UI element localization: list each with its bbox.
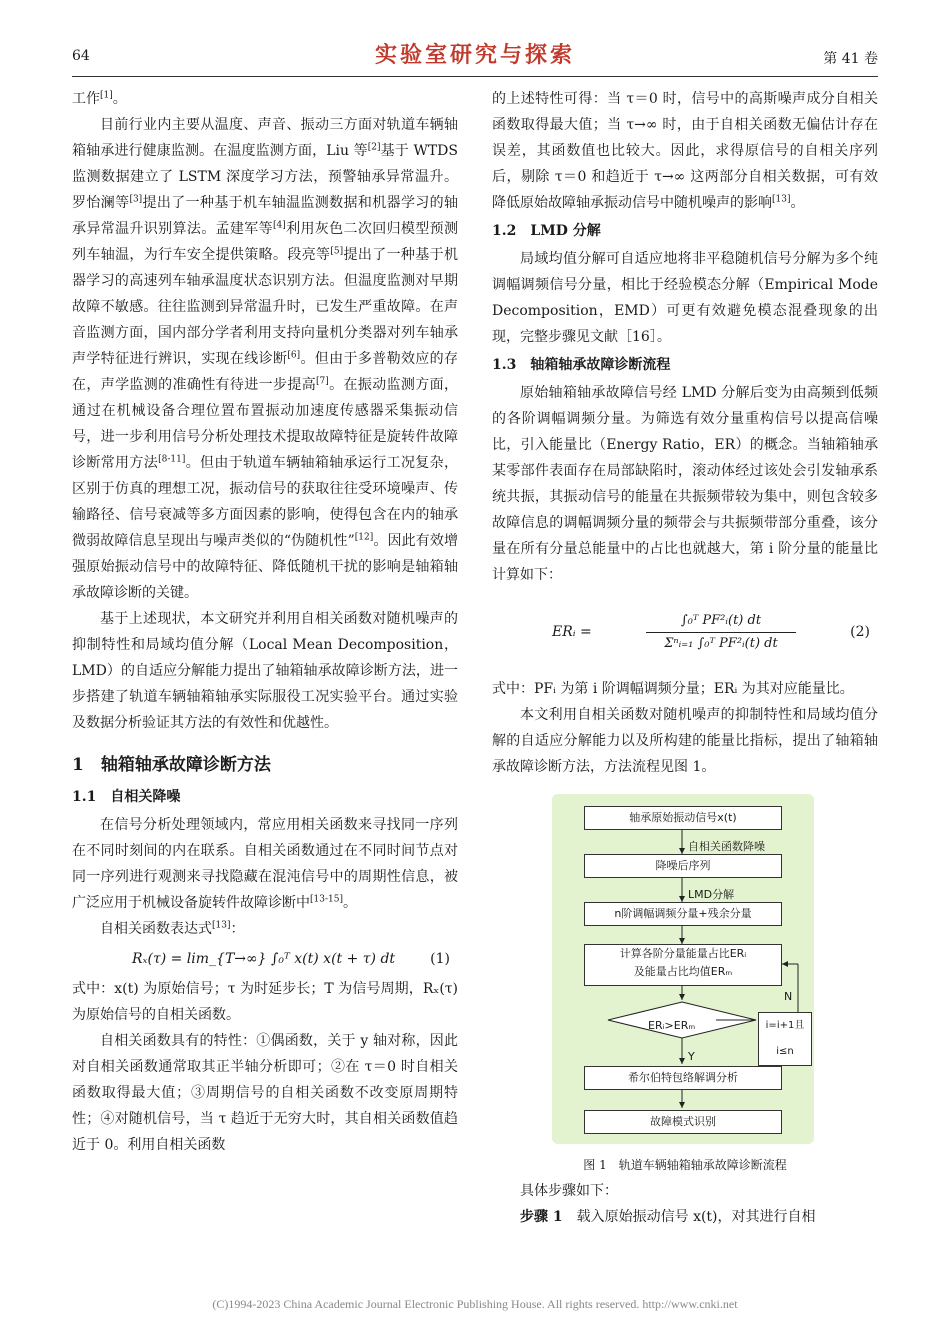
paragraph: 原始轴箱轴承故障信号经 LMD 分解后变为由高频到低频的各阶调幅调频分量。为筛选有效分量重构信号以提高信噪比，引入能量比（Energy Ratio，ER）的概念。当轴箱轴承某零部件表面存在局部缺陷时，滚动体经过该处会引发轴承系统共振，其振动信号的能量在共振频带较为集中，则包含较多故障信息的调幅调频分量的频带会与共振频带部分重叠，该分量在所有分量总能量中的占比也就越大，第 i 阶分量的能量比计算如下：: [492, 385, 878, 583]
page-header: [72, 36, 878, 77]
section-heading: 1 轴箱轴承故障诊断方法: [72, 755, 271, 775]
equation-2: [492, 588, 878, 676]
citation: [6]: [287, 350, 301, 361]
left-column: [72, 86, 458, 1158]
paragraph: 目前行业内主要从温度、声音、振动三方面对轨道车辆轴箱轴承进行健康监测。在温度监测方面，Liu 等[2]基于 WTDS 监测数据建立了 LSTM 深度学习方法，预警轴承异常温升。罗怡澜等[3]提出了一种基于机车轴温监测数据和机器学习的轴承异常温升识别算法。孟建军等[4]利用灰色二次回归模型预测列车轴温，为行车安全提供策略。段亮等[5]提出了一种基于机器学习的高速列车轴承温度状态识别方法。但温度监测对早期故障不敏感。往往监测到异常温升时，已发生严重故障。在声音监测方面，国内部分学者利用支持向量机分类器对列车轴承声学特征进行辨识，实现在线诊断[6]。但由于多普勒效应的存在，声学监测的准确性有待进一步提高[7]。在振动监测方面，通过在机械设备合理位置布置振动加速度传感器采集振动信号，进一步利用信号分析处理技术提取故障特征是旋转件故障诊断常用方法[8-11]。但由于轨道车辆轴箱轴承运行工况复杂，区别于仿真的理想工况，振动信号的获取往往受环境噪声、传输路径、信号衰减等多方面因素的影响，使得包含在内的轴承微弱故障信息呈现出与噪声类似的“伪随机性”[12]。因此有效增强原始振动信号中的故障特征、降低随机干扰的影响是轴箱轴承故障诊断的关键。: [72, 117, 459, 601]
fraction-denominator: Σⁿᵢ₌₁ ∫₀ᵀ PF²ᵢ(t) dt: [664, 635, 778, 651]
page-footer: (C)1994-2023 China Academic Journal Electronic Publishing House. All rights reserved. http://www.cnki.net: [212, 1297, 738, 1311]
citation: [3]: [129, 194, 143, 205]
citation: [1]: [100, 90, 113, 101]
subsection-heading: 1.1 自相关降噪: [72, 789, 181, 805]
citation: [2]: [367, 142, 381, 153]
equation-lhs: ERᵢ =: [552, 624, 592, 640]
citation: [13]: [212, 920, 231, 931]
fraction-numerator: ∫₀ᵀ PF²ᵢ(t) dt: [680, 612, 762, 628]
flow-node-line: 计算各阶分量能量占比ERᵢ: [619, 947, 747, 960]
equation-body: Rₓ(τ) = lim_{T→∞} ∫₀ᵀ x(t) x(t + τ) dt: [132, 951, 396, 967]
citation: [13]: [772, 194, 791, 205]
paragraph: 局域均值分解可自适应地将非平稳随机信号分解为多个纯调幅调频信号分量，相比于经验模态分解（Empirical Mode Decomposition，EMD）可更有效避免模态混叠现象的出现，完整步骤见文献［16］。: [492, 251, 878, 345]
citation: [4]: [272, 220, 286, 231]
paragraph: 在信号分析处理领域内，常应用相关函数来寻找同一序列在不同时刻间的内在联系。自相关函数通过在不同时间节点对同一序列进行观测来寻找隐藏在混沌信号中的周期性信息，被广泛应用于机械设备旋转件故障诊断中[13-15]。: [72, 817, 458, 911]
paragraph: 式中：PFᵢ 为第 i 阶调幅调频分量；ERᵢ 为其对应能量比。: [492, 681, 854, 697]
equation-number: (2): [850, 624, 870, 640]
equation-1: [72, 942, 458, 976]
citation: [8-11]: [158, 454, 186, 465]
figure-caption: 图 1 轨道车辆轴箱轴承故障诊断流程: [583, 1158, 787, 1172]
subsection-heading: 1.2 LMD 分解: [492, 223, 601, 239]
flow-edge-label: LMD分解: [688, 888, 735, 901]
paragraph: 自相关函数表达式[13]：: [100, 920, 245, 937]
flow-node-denoised: 降噪后序列: [584, 854, 782, 878]
volume-label: 第 41 卷: [823, 51, 878, 67]
equation-number: (1): [430, 951, 450, 967]
flow-yes-label: Y: [688, 1050, 695, 1063]
journal-title: 实验室研究与探索: [374, 42, 575, 68]
citation: [7]: [316, 376, 329, 387]
flow-node-line: 及能量占比均值ERₘ: [633, 965, 733, 978]
flow-node-energy-ratio: [584, 944, 782, 986]
paragraph: 式中：x(t) 为原始信号；τ 为时延步长；T 为信号周期，Rₓ(τ) 为原始信号的自相关函数。: [72, 981, 458, 1023]
paragraph: 的上述特性可得：当 τ＝0 时，信号中的高斯噪声成分自相关函数取得最大值；当 τ→∞ 时，由于自相关函数无偏估计存在误差，其函数值也比较大。因此，求得原信号的自相关序列后，剔除 τ＝0 和趋近于 τ→∞ 这两部分自相关数据，可有效降低原始故障轴承振动信号中随机噪声的影响[13]。: [492, 91, 878, 211]
paragraph: 基于上述现状，本文研究并利用自相关函数对随机噪声的抑制特性和局域均值分解（Local Mean Decomposition，LMD）的自适应分解能力提出了轴箱轴承故障诊断方法，进一步搭建了轨道车辆轴箱轴承实际服役工况实验平台。通过实验及数据分析验证其方法的有效性和优越性。: [72, 611, 458, 731]
equation-fraction: [646, 610, 796, 655]
flow-decision-label: ERᵢ>ERₘ: [648, 1019, 696, 1032]
step-label: 步骤 1: [520, 1209, 563, 1225]
paragraph: 具体步骤如下：: [520, 1183, 618, 1199]
flowchart-figure: [552, 794, 814, 1144]
flow-node-increment: i=i+1且i≤n: [758, 1012, 812, 1066]
paragraph: 工作[1]。: [72, 90, 127, 107]
flow-no-label: N: [784, 990, 793, 1003]
citation: [5]: [330, 246, 344, 257]
flow-node-raw-signal: 轴承原始振动信号x(t): [584, 806, 782, 830]
flow-node-hilbert: 希尔伯特包络解调分析: [584, 1066, 782, 1090]
paragraph: 本文利用自相关函数对随机噪声的抑制特性和局域均值分解的自适应分解能力以及所构建的能量比指标，提出了轴箱轴承故障诊断方法，方法流程见图 1。: [492, 707, 878, 775]
flow-node-fault-id: 故障模式识别: [584, 1110, 782, 1134]
subsection-heading: 1.3 轴箱轴承故障诊断流程: [492, 357, 671, 373]
flow-node-components: n阶调幅调频分量+残余分量: [584, 902, 782, 926]
paragraph: 步骤 1 载入原始振动信号 x(t)，对其进行自相: [520, 1209, 816, 1225]
citation: [13-15]: [310, 894, 343, 905]
page-number: 64: [72, 48, 90, 64]
right-column: [492, 86, 878, 1230]
paragraph: 自相关函数具有的特性：①偶函数，关于 y 轴对称，因此对自相关函数通常取其正半轴分析即可；②在 τ＝0 时自相关函数取得最大值；③周期信号的自相关函数不改变原周期特性；④对随机信号，当 τ 趋近于无穷大时，其自相关函数值趋近于 0。利用自相关函数: [72, 1033, 458, 1153]
flow-edge-label: 自相关函数降噪: [688, 840, 765, 853]
citation: [12]: [354, 532, 374, 543]
